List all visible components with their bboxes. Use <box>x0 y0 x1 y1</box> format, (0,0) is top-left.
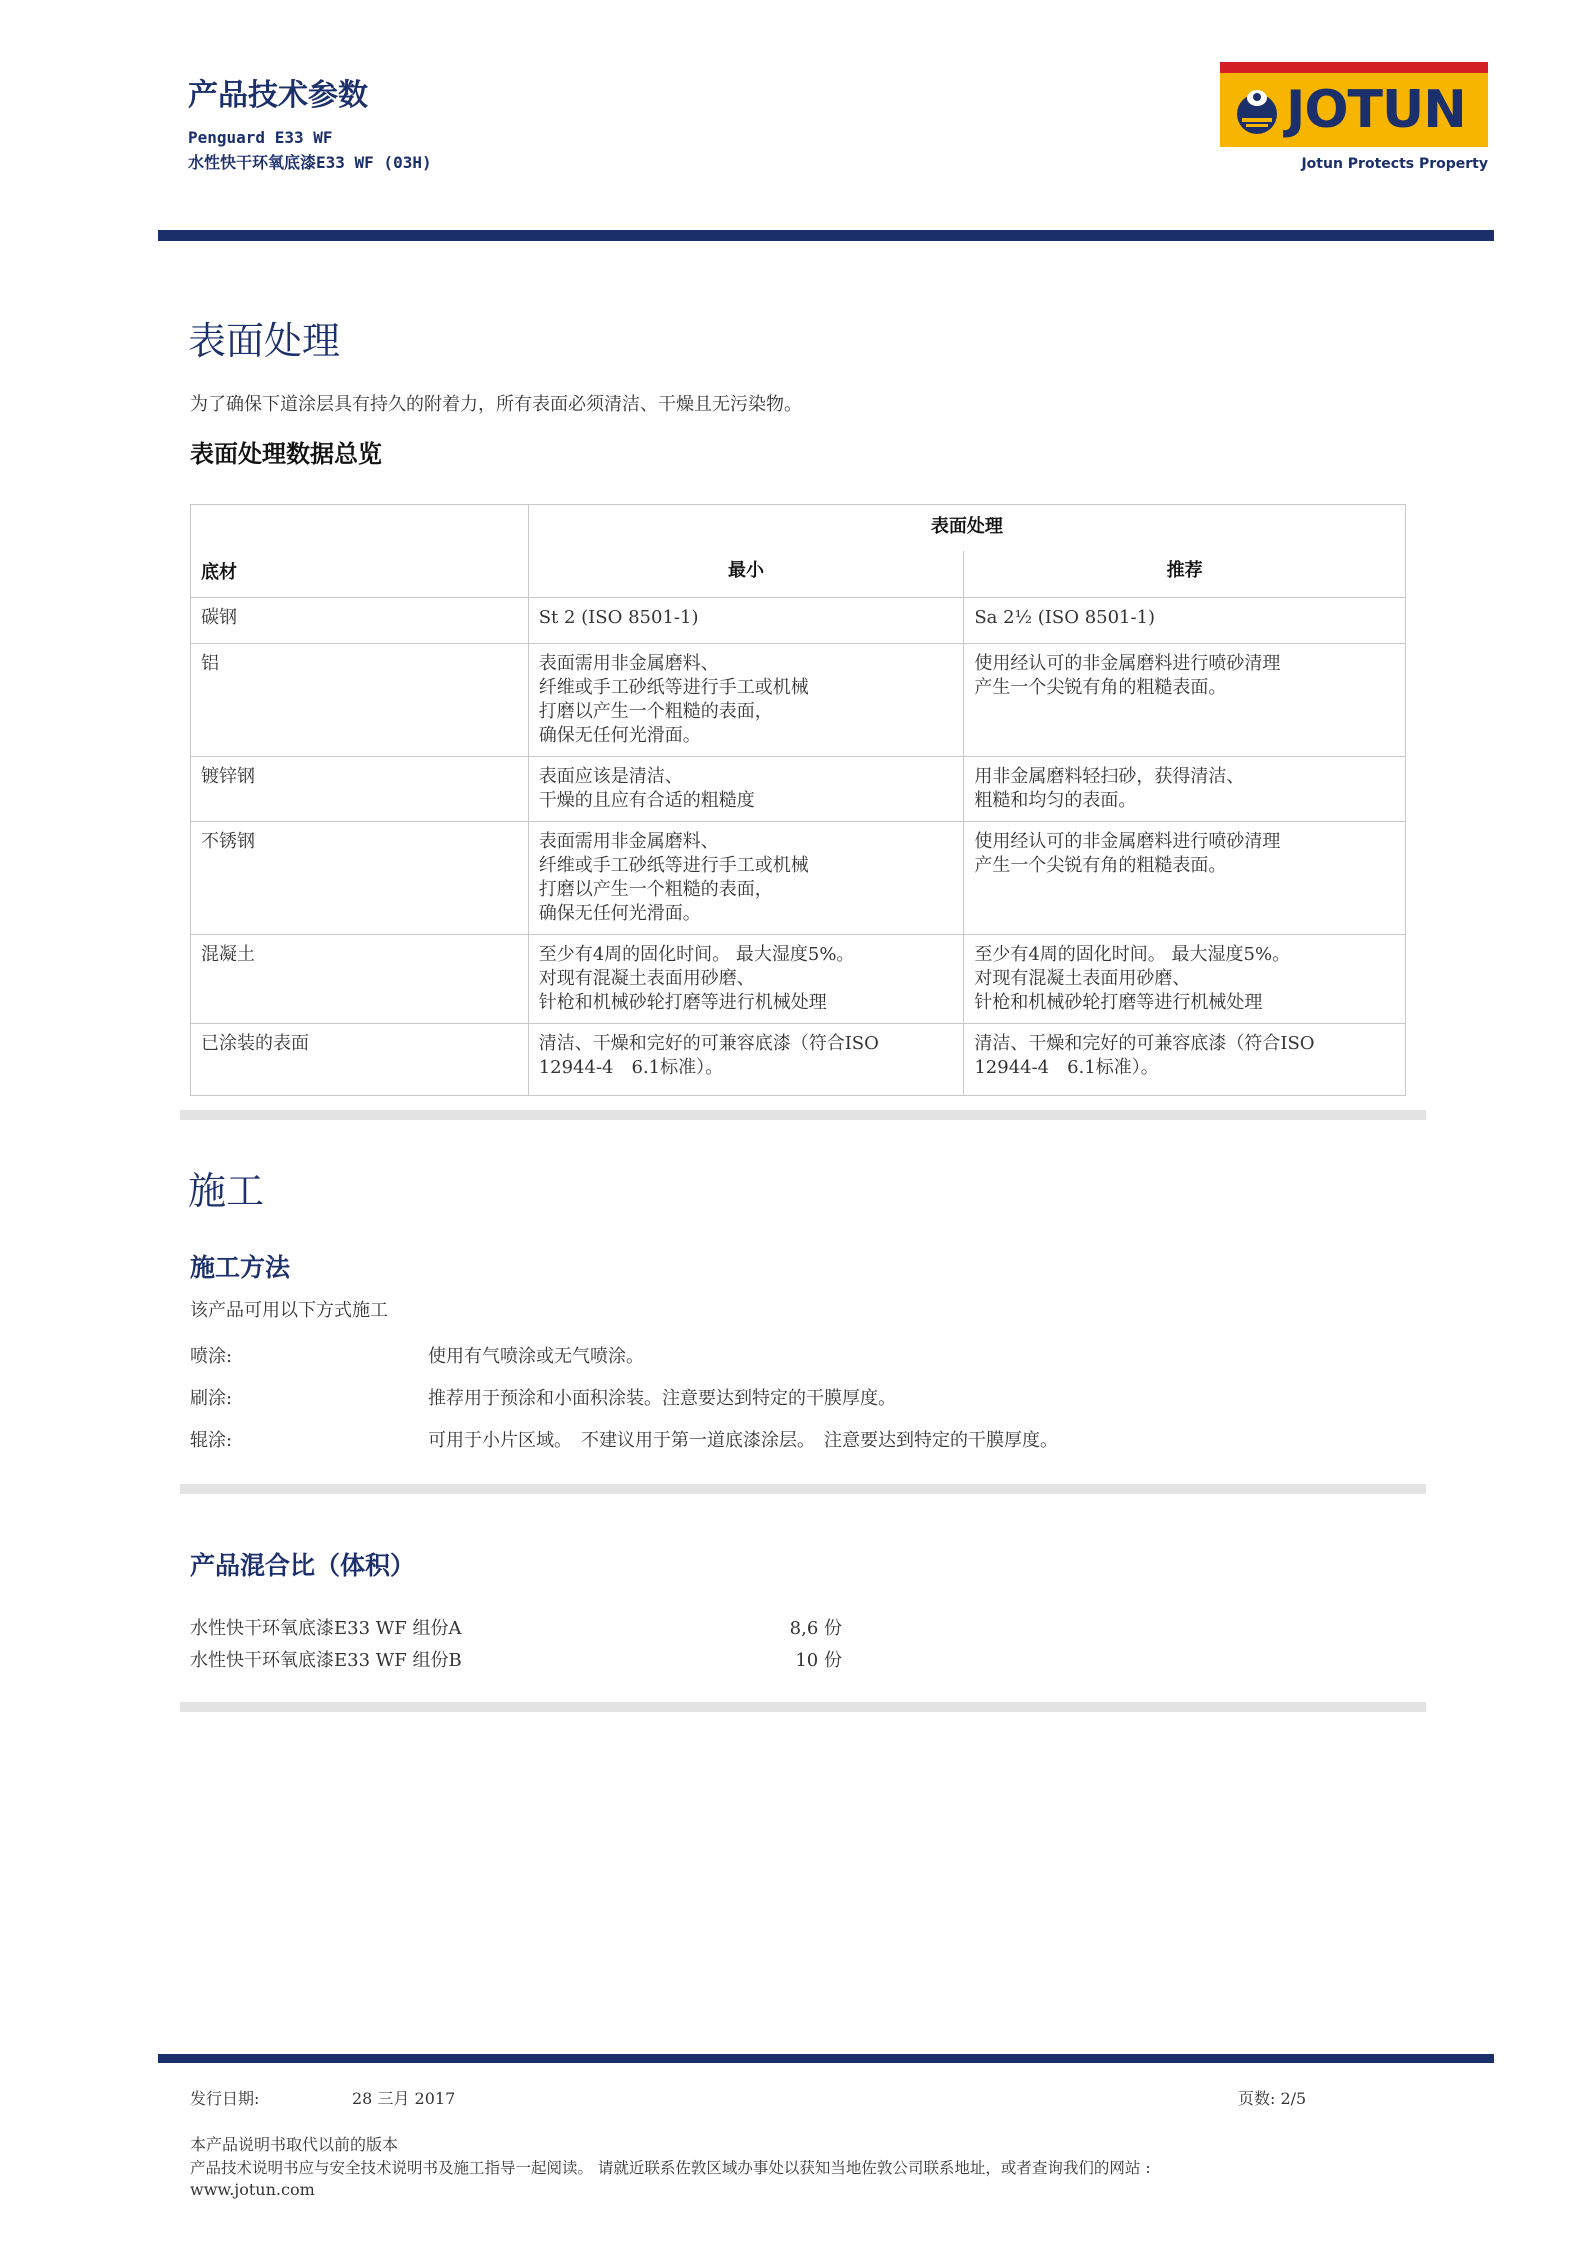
recommended-cell: Sa 2½ (ISO 8501-1) <box>964 598 1406 644</box>
surface-summary-heading: 表面处理数据总览 <box>190 440 382 468</box>
table-row <box>191 935 1406 1024</box>
mix-component-name: 水性快干环氧底漆E33 WF 组份B <box>190 1650 462 1671</box>
recommended-cell: 至少有4周的固化时间。 最大湿度5%。 对现有混凝土表面用砂磨、 针枪和机械砂轮打磨等进行机械处理 <box>964 935 1406 1024</box>
header-surface-treatment: 表面处理 <box>528 505 1405 552</box>
document-title: 产品技术参数 <box>188 78 368 113</box>
substrate-cell: 混凝土 <box>191 935 529 1024</box>
method-text: 使用有气喷涂或无气喷涂。 <box>428 1346 644 1367</box>
mix-component-value: 8,6 份 <box>789 1618 842 1639</box>
table-row <box>191 822 1406 935</box>
table-header-row <box>191 505 1406 552</box>
substrate-cell: 已涂装的表面 <box>191 1024 529 1096</box>
table-row <box>191 598 1406 644</box>
method-text: 推荐用于预涂和小面积涂装。注意要达到特定的干膜厚度。 <box>428 1388 896 1409</box>
recommended-cell: 用非金属磨料轻扫砂，获得清洁、 粗糙和均匀的表面。 <box>964 757 1406 822</box>
substrate-cell: 碳钢 <box>191 598 529 644</box>
method-text: 可用于小片区域。 不建议用于第一道底漆涂层。 注意要达到特定的干膜厚度。 <box>428 1430 1058 1451</box>
application-heading: 施工 <box>188 1169 265 1213</box>
surface-intro: 为了确保下道涂层具有持久的附着力，所有表面必须清洁、干燥且无污染物。 <box>190 394 802 415</box>
minimum-cell: 表面应该是清洁、 干燥的且应有合适的粗糙度 <box>528 757 964 822</box>
reading-note: 产品技术说明书应与安全技术说明书及施工指导一起阅读。 请就近联系佐敦区域办事处以获知当地佐敦公司联系地址，或者查询我们的网站 : <box>190 2159 1151 2177</box>
minimum-cell: 清洁、干燥和完好的可兼容底漆（符合ISO 12944-4 6.1标准）。 <box>528 1024 964 1096</box>
issue-date-label: 发行日期: <box>190 2089 260 2108</box>
logo-red-bar <box>1220 62 1488 73</box>
method-label: 刷涂: <box>190 1388 233 1409</box>
minimum-cell: 表面需用非金属磨料、 纤维或手工砂纸等进行手工或机械 打磨以产生一个粗糙的表面， 确保无任何光滑面。 <box>528 822 964 935</box>
surface-heading: 表面处理 <box>188 319 341 363</box>
supersede-note: 本产品说明书取代以前的版本 <box>190 2135 399 2154</box>
section-divider <box>180 1702 1426 1712</box>
method-label: 喷涂: <box>190 1346 233 1367</box>
recommended-cell: 使用经认可的非金属磨料进行喷砂清理 产生一个尖锐有角的粗糙表面。 <box>964 644 1406 757</box>
mix-heading: 产品混合比（体积） <box>190 1551 416 1580</box>
logo-yellow-block <box>1220 73 1488 147</box>
surface-treatment-table <box>190 504 1406 1096</box>
minimum-cell: 至少有4周的固化时间。 最大湿度5%。 对现有混凝土表面用砂磨、 针枪和机械砂轮打磨等进行机械处理 <box>528 935 964 1024</box>
methods-intro: 该产品可用以下方式施工 <box>190 1300 388 1321</box>
substrate-cell: 镀锌钢 <box>191 757 529 822</box>
methods-heading: 施工方法 <box>190 1253 291 1282</box>
table-row <box>191 757 1406 822</box>
header-substrate: 底材 <box>191 505 529 598</box>
minimum-cell: 表面需用非金属磨料、 纤维或手工砂纸等进行手工或机械 打磨以产生一个粗糙的表面， 确保无任何光滑面。 <box>528 644 964 757</box>
recommended-cell: 使用经认可的非金属磨料进行喷砂清理 产生一个尖锐有角的粗糙表面。 <box>964 822 1406 935</box>
recommended-cell: 清洁、干燥和完好的可兼容底漆（符合ISO 12944-4 6.1标准）。 <box>964 1024 1406 1096</box>
mix-component-name: 水性快干环氧底漆E33 WF 组份A <box>190 1618 462 1639</box>
logo-wordmark: JOTUN <box>1286 80 1466 140</box>
minimum-cell: St 2 (ISO 8501-1) <box>528 598 964 644</box>
section-divider <box>180 1110 1426 1120</box>
whale-ship-icon <box>1232 84 1282 136</box>
logo-tagline: Jotun Protects Property <box>1301 156 1488 172</box>
issue-date: 28 三月 2017 <box>352 2089 456 2108</box>
method-label: 辊涂: <box>190 1430 233 1451</box>
substrate-cell: 不锈钢 <box>191 822 529 935</box>
website-link[interactable]: www.jotun.com <box>190 2180 315 2199</box>
table-row <box>191 644 1406 757</box>
jotun-logo <box>1220 62 1488 172</box>
footer-divider <box>158 2054 1494 2063</box>
section-divider <box>180 1484 1426 1494</box>
product-name-chinese: 水性快干环氧底漆E33 WF (03H) <box>188 153 432 172</box>
mix-component-value: 10 份 <box>795 1650 842 1671</box>
header-recommended: 推荐 <box>964 551 1406 598</box>
header-divider <box>158 230 1494 241</box>
header-minimum: 最小 <box>528 551 964 598</box>
page-number: 页数: 2/5 <box>1238 2089 1307 2108</box>
substrate-cell: 铝 <box>191 644 529 757</box>
table-row <box>191 1024 1406 1096</box>
product-name: Penguard E33 WF <box>188 128 333 147</box>
